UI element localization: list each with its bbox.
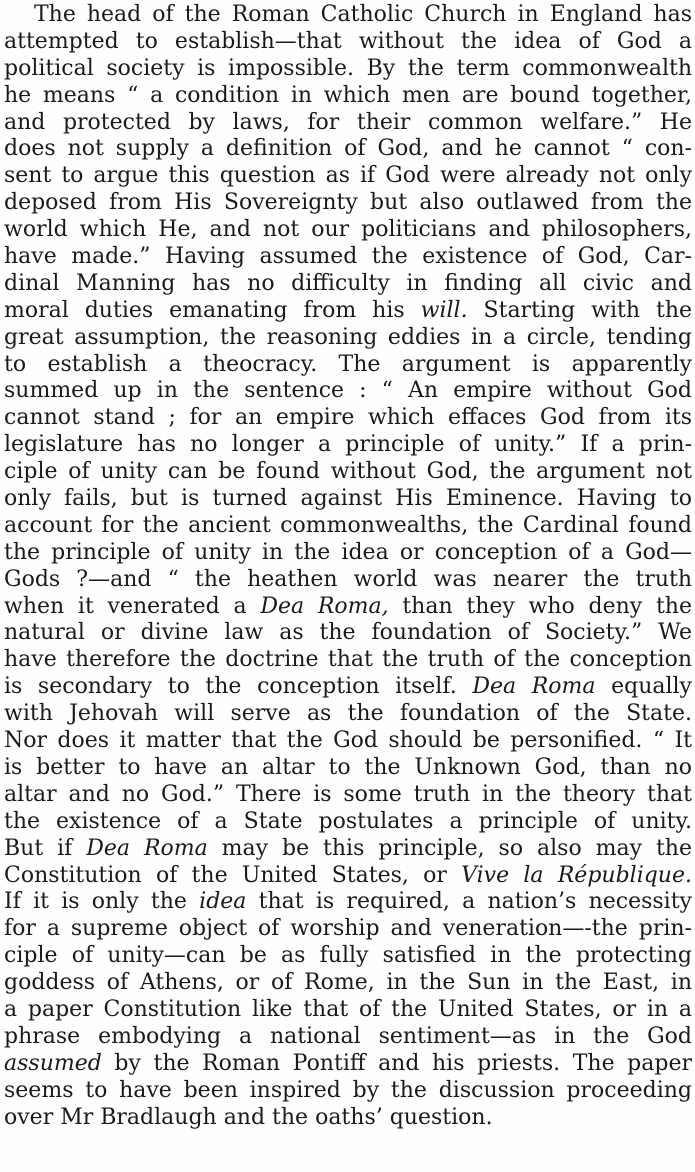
italic-text: Dea Roma xyxy=(86,835,208,861)
text-line xyxy=(4,190,692,217)
italic-text: Dea Roma xyxy=(472,674,596,700)
text-line xyxy=(4,997,692,1024)
text-line xyxy=(4,1078,692,1105)
text-line xyxy=(4,647,692,674)
text-segment: to establish a theocracy. The argument is apparently xyxy=(4,351,692,377)
text-segment: cannot stand ; for an empire which effaces God from its xyxy=(4,405,692,431)
text-segment: only fails, but is turned against His Eminence. Having to xyxy=(4,486,692,512)
text-line xyxy=(4,1024,692,1051)
text-line xyxy=(4,567,692,594)
italic-text: Dea Roma, xyxy=(260,593,389,619)
text-segment: attempted to establish—that without the idea of God a xyxy=(4,28,692,54)
text-line xyxy=(4,1105,692,1132)
text-segment: than they who deny the xyxy=(388,593,692,619)
text-line xyxy=(4,701,692,728)
text-segment: moral duties emanating from his xyxy=(4,297,421,323)
text-segment: have made.” Having assumed the existence of God, Car- xyxy=(4,244,692,270)
text-line xyxy=(4,83,692,110)
text-segment: have therefore the doctrine that the truth of the conception xyxy=(4,647,692,673)
text-segment: world which He, and not our politicians and philosophers, xyxy=(4,217,692,243)
text-segment: summed up in the sentence : “ An empire without God xyxy=(4,378,692,404)
text-segment: with Jehovah will serve as the foundation of the State. xyxy=(4,701,692,727)
text-segment: great assumption, the reasoning eddies in a circle, tending xyxy=(4,324,692,350)
text-line xyxy=(4,56,692,83)
text-line xyxy=(4,378,692,405)
text-segment: phrase embodying a national sentiment—as in the God xyxy=(4,1023,692,1049)
text-line xyxy=(4,110,692,137)
text-segment: altar and no God.” There is some truth in the theory that xyxy=(4,781,692,807)
text-line xyxy=(4,217,692,244)
text-line xyxy=(4,836,692,863)
text-line xyxy=(4,352,692,379)
text-segment: deposed from His Sovereignty but also outlawed from the xyxy=(4,190,692,216)
text-line xyxy=(4,459,692,486)
text-line xyxy=(4,432,692,459)
text-segment: may be this principle, so also may the xyxy=(207,835,692,861)
italic-text: assumed xyxy=(4,1050,102,1076)
text-line xyxy=(4,405,692,432)
text-line xyxy=(4,325,692,352)
text-segment: when it venerated a xyxy=(4,593,261,619)
text-line xyxy=(4,298,692,325)
text-segment: Constitution of the United States, or xyxy=(4,862,462,888)
text-segment: he means “ a condition in which men are bound together, xyxy=(4,82,692,108)
text-segment: that is required, a nation’s necessity xyxy=(246,889,692,915)
text-line xyxy=(4,889,692,916)
text-segment: political society is impossible. By the term commonwealth xyxy=(4,55,692,81)
text-line xyxy=(4,136,692,163)
text-line xyxy=(4,620,692,647)
italic-text: idea xyxy=(199,889,247,915)
text-line xyxy=(4,916,692,943)
text-segment: the principle of unity in the idea or conception of a God— xyxy=(4,539,692,565)
text-segment: equally xyxy=(595,674,692,700)
text-segment: Nor does it matter that the God should be personified. “ It xyxy=(4,728,692,754)
text-segment: the existence of a State postulates a principle of unity. xyxy=(4,808,692,834)
text-line xyxy=(4,943,692,970)
text-segment: and protected by laws, for their common welfare.” He xyxy=(4,109,692,135)
text-segment: If it is only the xyxy=(4,889,200,915)
text-line xyxy=(4,728,692,755)
text-line xyxy=(4,244,692,271)
article-paragraph xyxy=(4,2,692,1131)
text-segment: over Mr Bradlaugh and the oaths’ question. xyxy=(4,1104,493,1130)
text-segment: by the Roman Pontiff and his priests. The paper xyxy=(101,1050,692,1076)
text-segment: sent to argue this question as if God were already not only xyxy=(4,163,692,189)
text-line xyxy=(4,2,692,29)
text-segment: goddess of Athens, or of Rome, in the Sun in the East, in xyxy=(4,970,692,996)
text-segment: legislature has no longer a principle of unity.” If a prin- xyxy=(4,432,692,458)
text-line xyxy=(4,809,692,836)
text-segment: account for the ancient commonwealths, the Cardinal found xyxy=(4,512,692,538)
text-segment: for a supreme object of worship and veneration—-the prin- xyxy=(4,916,692,942)
text-line xyxy=(4,755,692,782)
text-segment: Starting with the xyxy=(467,297,693,323)
text-line xyxy=(4,486,692,513)
italic-text: will. xyxy=(420,297,468,323)
text-segment: is secondary to the conception itself. xyxy=(4,674,473,700)
text-segment: is better to have an altar to the Unknown God, than no xyxy=(4,754,692,780)
text-segment: dinal Manning has no difficulty in finding all civic and xyxy=(4,270,692,296)
text-line xyxy=(4,163,692,190)
text-segment: seems to have been inspired by the discussion proceeding xyxy=(4,1077,692,1103)
text-segment: Gods ?—and “ the heathen world was nearer the truth xyxy=(4,566,692,592)
text-line xyxy=(4,782,692,809)
text-line xyxy=(4,970,692,997)
text-line xyxy=(4,29,692,56)
text-segment: a paper Constitution like that of the United States, or in a xyxy=(4,996,692,1022)
text-line xyxy=(4,540,692,567)
text-segment: ciple of unity can be found without God, the argument not xyxy=(4,459,692,485)
text-segment: But if xyxy=(4,835,87,861)
text-segment: does not supply a definition of God, and he cannot “ con- xyxy=(4,136,692,162)
text-line xyxy=(4,513,692,540)
text-line xyxy=(4,271,692,298)
text-segment: natural or divine law as the foundation of Society.” We xyxy=(4,620,692,646)
text-segment: The head of the Roman Catholic Church in England has xyxy=(34,2,692,27)
text-line xyxy=(4,863,692,890)
text-line xyxy=(4,1051,692,1078)
text-line xyxy=(4,674,692,701)
italic-text: Vive la République. xyxy=(461,862,692,888)
text-line xyxy=(4,594,692,621)
text-segment: ciple of unity—can be as fully satisfied in the protecting xyxy=(4,943,692,969)
